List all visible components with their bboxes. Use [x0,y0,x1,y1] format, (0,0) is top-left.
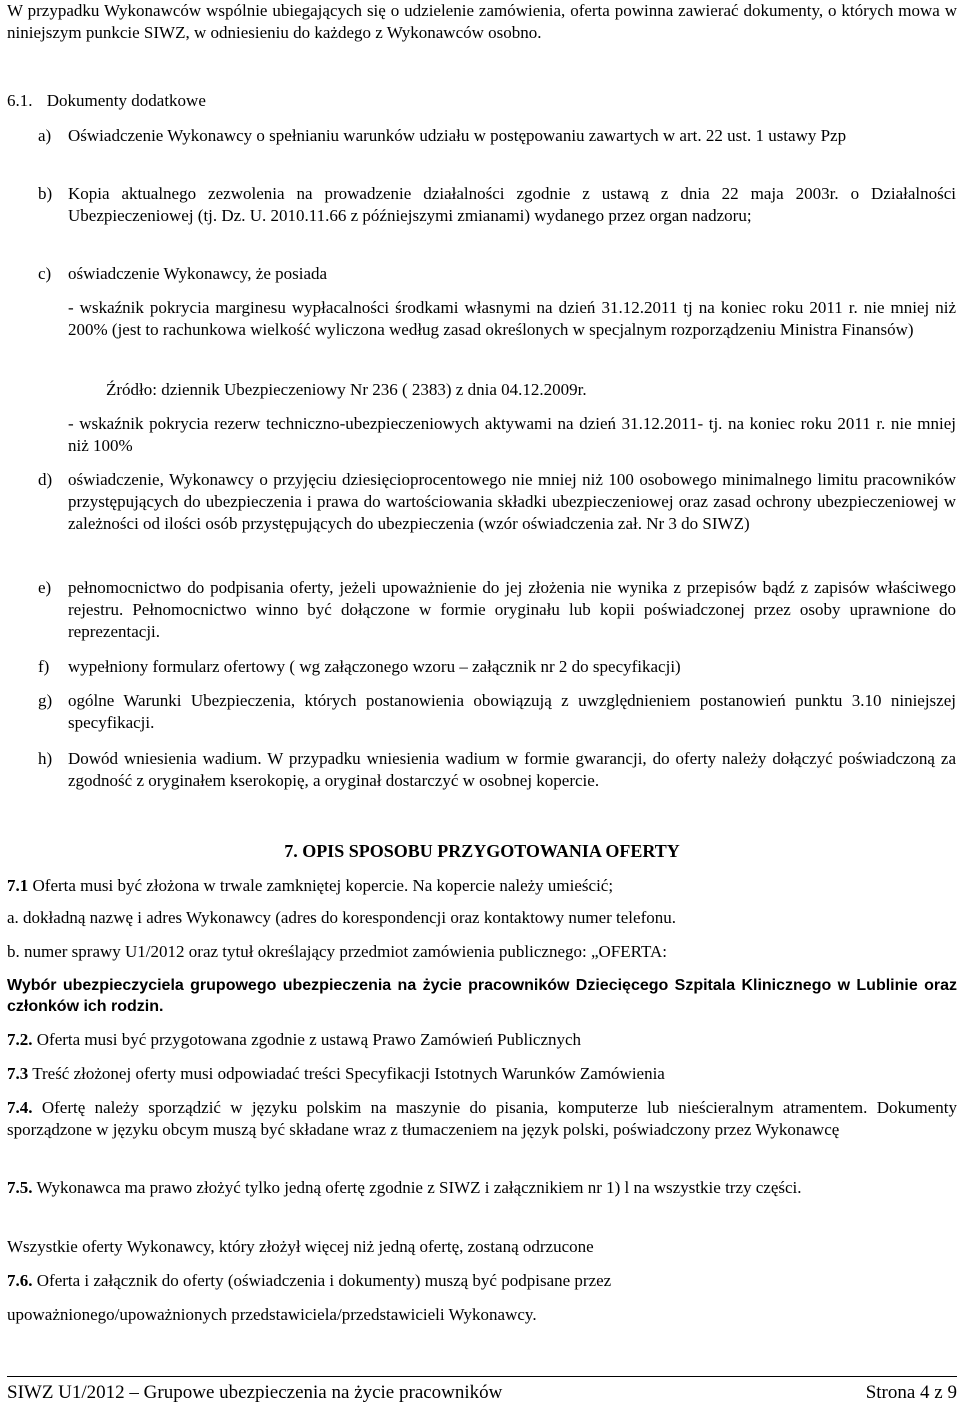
section-6-1-heading [7,90,206,112]
paragraph-text: Ofertę należy sporządzić w języku polskim na maszynie do pisania, komputerze lub nieścieralnym atramentem. Dokumenty sporządzone w języku obcym muszą być składane wraz z tłumaczeniem na język polski, poświadczony przez Wykonawcę [7,1098,958,1139]
list-item-text: oświadczenie, Wykonawcy o przyjęciu dziesięcioprocentowego nie mniej niż 100 osobowego minimalnego limitu pracowników przystępujących do ubezpieczenia i prawa do wartościowania składki ubezpieczeniowej oraz zasad ochrony ubezpieczeniowej w zależności od ilości osób przystępujących do ubezpieczenia (wzór oświadczenia zał. Nr 3 do SIWZ) [68,470,956,533]
bold-order-title: Wybór ubezpieczyciela grupowego ubezpieczenia na życie pracowników Dziecięcego Szpitala Klinicznego w Lublinie oraz członków ich rodzin. [7,977,957,1015]
paragraph-number: 7.6. [7,1271,33,1290]
paragraph-number: 7.1 [7,876,29,895]
intro-paragraph: W przypadku Wykonawców wspólnie ubiegających się o udzielenie zamówienia, oferta powinna zawierać dokumenty, o których mowa w niniejszym punkcie SIWZ, w odniesieniu do każdego z Wykonawców osobno. [7,1,957,42]
paragraph-7-5 [7,1177,957,1199]
list-item-text: oświadczenie Wykonawcy, że posiada [68,264,328,283]
paragraph-number: 7.3 [7,1064,29,1083]
paragraph-number: 7.5. [7,1178,33,1197]
reserves-indicator: - wskaźnik pokrycia rezerw techniczno-ubezpieczeniowych aktywami na dzień 31.12.2011- tj. na koniec roku 2011 r. nie mniej niż 100% [68,414,956,455]
list-item-h [38,748,956,792]
source-note: Źródło: dziennik Ubezpieczeniowy Nr 236 ( 2383) z dnia 04.12.2009r. [106,380,587,399]
list-item-d [38,469,956,535]
paragraph-text: Wykonawca ma prawo złożyć tylko jedną ofertę zgodnie z SIWZ i załącznikiem nr 1) l na wszystkie trzy części. [36,1178,802,1197]
paragraph-7-3 [7,1063,957,1085]
list-item-text: ogólne Warunki Ubezpieczenia, których postanowienia obowiązują z uwzględnieniem postanowień punktu 3.10 niniejszej specyfikacji. [68,691,956,732]
list-item-a [38,125,956,147]
paragraph-all-offers: Wszystkie oferty Wykonawcy, który złożył więcej niż jedną ofertę, zostaną odrzucone [7,1237,594,1256]
list-item-label: e) [38,578,52,597]
paragraph-7-1 [7,875,957,897]
list-item-text: Oświadczenie Wykonawcy o spełnianiu warunków udziału w postępowaniu zawartych w art. 22 ust. 1 ustawy Pzp [68,126,847,145]
paragraph-number: 7.4. [7,1098,33,1117]
section-number: 6.1. [7,91,33,110]
paragraph-text: Treść złożonej oferty musi odpowiadać treści Specyfikacji Istotnych Warunków Zamówienia [32,1064,665,1083]
list-item-label: d) [38,470,53,489]
paragraph-authorized: upoważnionego/upoważnionych przedstawiciela/przedstawicieli Wykonawcy. [7,1305,537,1324]
list-item-text: Kopia aktualnego zezwolenia na prowadzenie działalności zgodnie z ustawą z dnia 22 maja 2003r. o Działalności Ubezpieczeniowej (tj. Dz. U. 2010.11.66 z późniejszymi zmianami) wydanego przez organ nadzoru; [68,184,956,225]
list-item-text: Dowód wniesienia wadium. W przypadku wniesienia wadium w formie gwarancji, do oferty należy dołączyć poświadczoną za zgodność z oryginałem kserokopię, a oryginał dostarczyć w osobnej kopercie. [68,749,956,790]
list-item-label: c) [38,264,52,283]
list-item-e [38,577,956,643]
paragraph-7-6 [7,1270,957,1292]
paragraph-text: Oferta musi być przygotowana zgodnie z ustawą Prawo Zamówień Publicznych [36,1030,582,1049]
page-footer [7,1381,957,1405]
paragraph-a: a. dokładną nazwę i adres Wykonawcy (adres do korespondencji oraz kontaktowy numer telefonu. [7,908,676,927]
solvency-indicator: - wskaźnik pokrycia marginesu wypłacalności środkami własnymi na dzień 31.12.2011 tj na koniec roku 2011 r. nie mniej niż 200% (jest to rachunkowa wielkość wyliczona według zasad określonych w specjalnym rozporządzeniu Ministra Finansów) [68,298,956,339]
list-item-c [38,263,956,285]
list-item-text: wypełniony formularz ofertowy ( wg załączonego wzoru – załącznik nr 2 do specyfikacji) [68,657,681,676]
list-item-b [38,183,956,227]
list-item-f [38,656,956,678]
list-item-label: f) [38,657,50,676]
section-title: Dokumenty dodatkowe [46,91,206,110]
section-7-heading: 7. OPIS SPOSOBU PRZYGOTOWANIA OFERTY [284,841,680,861]
list-item-label: a) [38,126,52,145]
footer-page-number: Strona 4 z 9 [865,1382,957,1403]
paragraph-number: 7.2. [7,1030,33,1049]
footer-divider [7,1376,957,1377]
paragraph-7-2 [7,1029,957,1051]
list-item-label: g) [38,691,53,710]
paragraph-b: b. numer sprawy U1/2012 oraz tytuł określający przedmiot zamówienia publicznego: „OFERTA: [7,942,667,961]
list-item-label: b) [38,184,53,203]
list-item-text: pełnomocnictwo do podpisania oferty, jeżeli upoważnienie do jej złożenia nie wynika z przepisów bądź z zapisów właściwego rejestru. Pełnomocnictwo winno być dołączone w formie oryginału lub kopii poświadczonej przez osoby uprawnione do reprezentacji. [68,578,956,641]
paragraph-text: Oferta musi być złożona w trwale zamkniętej kopercie. Na kopercie należy umieścić; [32,876,614,895]
list-item-label: h) [38,749,53,768]
footer-document-title: SIWZ U1/2012 – Grupowe ubezpieczenia na życie pracowników [7,1382,503,1403]
paragraph-text: Oferta i załącznik do oferty (oświadczenia i dokumenty) muszą być podpisane przez [36,1271,612,1290]
list-item-g [38,690,956,734]
paragraph-7-4 [7,1097,957,1141]
